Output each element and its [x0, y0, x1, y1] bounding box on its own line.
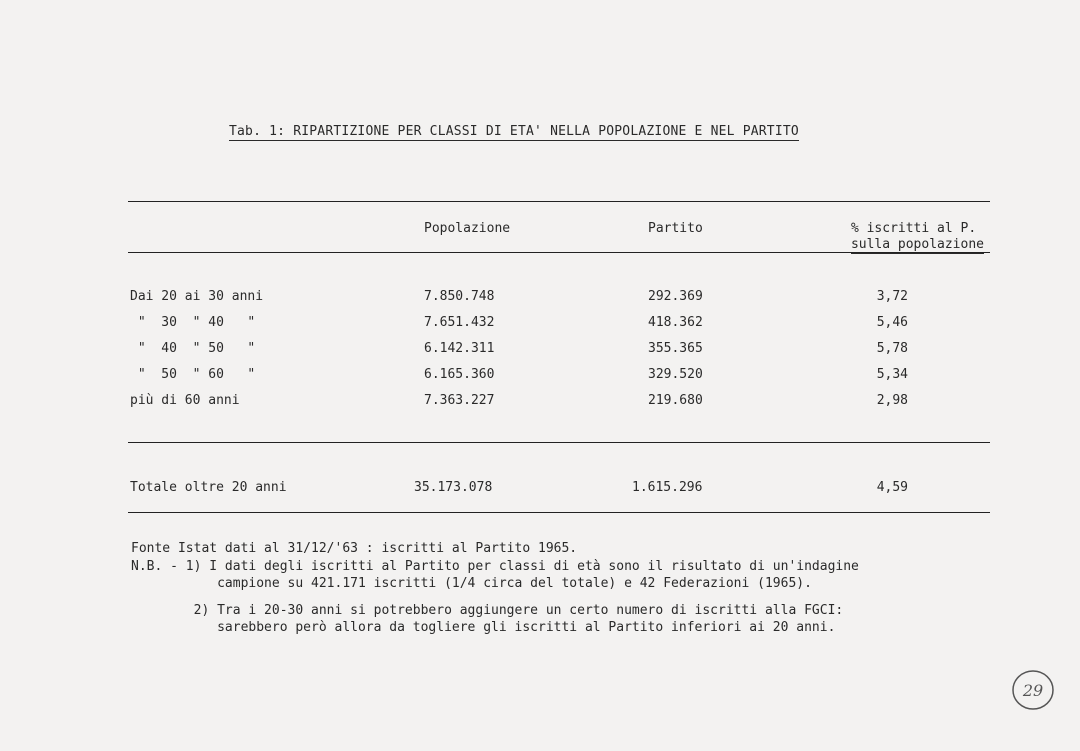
percent-value: 3,72 — [876, 289, 908, 304]
total-label: Totale oltre 20 anni — [130, 480, 287, 495]
age-class: " 40 " 50 " — [130, 341, 256, 356]
stamp-number: 29 — [1022, 681, 1044, 700]
header-percent-line1: % iscritti al P. — [850, 221, 977, 236]
popolazione-value: 7.363.227 — [424, 393, 495, 408]
table-row — [0, 393, 1080, 411]
header-percent — [851, 221, 984, 254]
table-row — [0, 341, 1080, 359]
table-mid-rule — [128, 442, 990, 443]
age-class: Dai 20 ai 30 anni — [130, 289, 264, 304]
age-class: più di 60 anni — [130, 393, 240, 408]
popolazione-value: 6.142.311 — [424, 341, 495, 356]
popolazione-value: 7.651.432 — [424, 315, 495, 330]
note-2-line2: sarebbero però allora da togliere gli iscritti al Partito inferiori ai 20 anni. — [131, 620, 836, 635]
total-percent: 4,59 — [876, 480, 908, 495]
percent-value: 2,98 — [876, 393, 908, 408]
note-1-line1: N.B. - 1) I dati degli iscritti al Partito per classi di età sono il risultato di un'indagine — [131, 559, 859, 574]
note-1-line2: campione su 421.171 iscritti (1/4 circa del totale) e 42 Federazioni (1965). — [131, 576, 812, 591]
table-row — [0, 315, 1080, 333]
header-percent-line2: sulla popolazione — [850, 237, 984, 252]
age-class: " 50 " 60 " — [130, 367, 256, 382]
table-row — [0, 289, 1080, 307]
percent-value: 5,34 — [876, 367, 908, 382]
header-popolazione: Popolazione — [424, 221, 511, 236]
total-popolazione: 35.173.078 — [414, 480, 493, 495]
table-bottom-rule — [128, 512, 990, 513]
header-bottom-rule — [128, 252, 990, 253]
popolazione-value: 7.850.748 — [424, 289, 495, 304]
percent-value: 5,46 — [876, 315, 908, 330]
partito-value: 292.369 — [648, 289, 703, 304]
total-row — [0, 480, 1080, 498]
partito-value: 329.520 — [648, 367, 703, 382]
total-partito: 1.615.296 — [632, 480, 703, 495]
partito-value: 418.362 — [648, 315, 703, 330]
percent-value: 5,78 — [876, 341, 908, 356]
popolazione-value: 6.165.360 — [424, 367, 495, 382]
source-note: Fonte Istat dati al 31/12/'63 : iscritti al Partito 1965. — [131, 541, 578, 556]
table-title: Tab. 1: RIPARTIZIONE PER CLASSI DI ETA' NELLA POPOLAZIONE E NEL PARTITO — [229, 124, 799, 139]
page-number-stamp-icon — [1010, 668, 1056, 712]
note-2-line1: 2) Tra i 20-30 anni si potrebbero aggiungere un certo numero di iscritti alla FGCI: — [131, 603, 844, 618]
header-partito: Partito — [648, 221, 703, 236]
table-top-rule — [128, 201, 990, 202]
table-row — [0, 367, 1080, 385]
partito-value: 219.680 — [648, 393, 703, 408]
age-class: " 30 " 40 " — [130, 315, 256, 330]
partito-value: 355.365 — [648, 341, 703, 356]
